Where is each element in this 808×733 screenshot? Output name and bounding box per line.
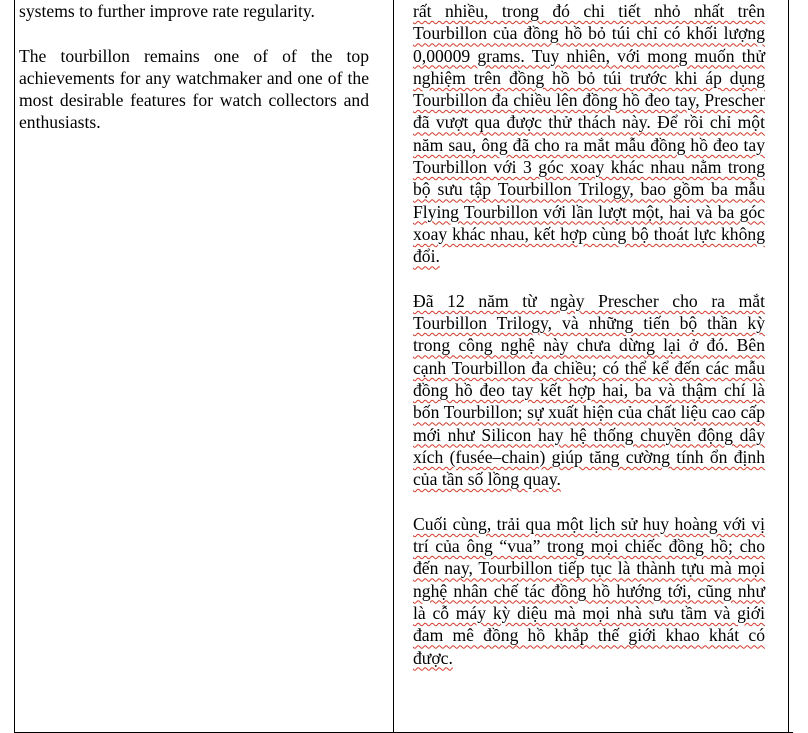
vietnamese-paragraph: Đã 12 năm từ ngày Prescher cho ra mắt Tourbillon Trilogy, và những tiến bộ thần kỳ trong công nghệ này chưa dừng lại ở đó. Bên cạnh Tourbillon đa chiều; có thể kể đến các mẫu đồng hồ đeo tay kết hợp hai, ba và thậm chí là bốn Tourbillon; sự xuất hiện của chất liệu cao cấp mới như Silicon hay hệ thống chuyền động dây xích (fusée–chain) giúp tăng cường tính ổn định của tần số lồng quay. [413, 290, 765, 490]
english-paragraph: systems to further improve rate regularity. [19, 1, 315, 21]
table-border-left [14, 0, 15, 733]
vietnamese-paragraph: Cuối cùng, trải qua một lịch sử huy hoàng với vị trí của ông “vua” trong mọi chiếc đồng hồ; cho đến nay, Tourbillon tiếp tục là thành tựu mà mọi nghệ nhân chế tác đồng hồ hướng tới, cũng như là cỗ máy kỳ diệu mà mọi nhà sưu tầm và giới đam mê đồng hồ khắp thế giới khao khát có được. [413, 513, 765, 668]
column-divider [393, 0, 394, 733]
table-border-right [788, 0, 789, 733]
english-paragraph: The tourbillon remains one of of the top achievements for any watchmaker and one of the most desirable features for watch collectors and enthusiasts. [19, 45, 369, 133]
vietnamese-paragraph: rất nhiều, trong đó chi tiết nhỏ nhất trên Tourbillon của đồng hồ bỏ túi chỉ có khối lượng 0,00009 grams. Tuy nhiên, với mong muốn thử nghiệm trên đồng hồ bỏ túi trước khi áp dụng Tourbillon đa chiều lên đồng hồ đeo tay, Prescher đã vượt qua được thử thách này. Để rồi chỉ một năm sau, ông đã cho ra mắt mẫu đồng hồ đeo tay Tourbillon với 3 góc xoay khác nhau nằm trong bộ sưu tập Tourbillon Trilogy, bao gồm ba mẫu Flying Tourbillon với lần lượt một, hai và ba góc xoay khác nhau, kết hợp cùng bộ thoát lực không đổi. [413, 1, 765, 267]
vietnamese-column [413, 0, 765, 669]
english-column [19, 0, 369, 134]
